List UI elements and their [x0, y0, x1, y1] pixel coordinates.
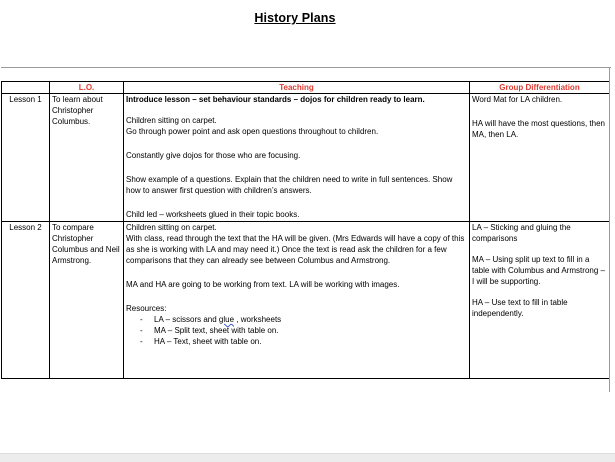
resource-item: - LA – scissors and glue , worksheets	[140, 314, 467, 325]
lesson-2-row	[2, 222, 610, 379]
lesson-1-teaching-text: Children sitting on carpet.	[126, 116, 217, 125]
lesson-1-teaching-text: Child led – worksheets glued in their topic books.	[126, 210, 300, 219]
lesson-2-group	[470, 222, 610, 379]
spellcheck-word: glue	[218, 315, 235, 324]
lesson-1-row	[2, 94, 610, 222]
resources-list	[126, 314, 467, 347]
lesson-1-teaching-text: Constantly give dojos for those who are focusing.	[126, 151, 301, 160]
lesson-2-teaching-text: Children sitting on carpet.	[126, 223, 217, 232]
lesson-1-teaching	[124, 94, 470, 222]
header-row	[2, 82, 610, 94]
header-lesson	[2, 82, 50, 94]
lesson-2-teaching-text: With class, read through the text that the HA will be given. (Mrs Edwards will have a copy of this as she is working with LA and may need it.) Once the text is read ask the children for a few comparisons that they can already see between Columbus and Armstrong.	[126, 234, 465, 265]
page-title: History Plans	[254, 11, 336, 25]
header-teaching: Teaching	[124, 82, 470, 94]
lesson-2-group-text: MA – Using split up text to fill in a table with Columbus and Armstrong – I will be supporting.	[472, 255, 605, 286]
resource-item: - HA – Text, sheet with table on.	[140, 336, 467, 347]
lesson-1-teaching-text: Show example of a questions. Explain that the children need to write in full sentences. Show how to answer first question with children’s answers.	[126, 175, 453, 195]
page-edge	[609, 67, 610, 392]
lesson-1-objective: To learn about Christopher Columbus.	[50, 94, 124, 222]
header-lo: L.O.	[50, 82, 124, 94]
lesson-2-teaching-text: MA and HA are going to be working from text. LA will be working with images.	[126, 280, 400, 289]
lesson-1-group	[470, 94, 610, 222]
lesson-1-label: Lesson 1	[2, 94, 50, 222]
header-group-differentiation: Group Differentiation	[470, 82, 610, 94]
resource-item: - MA – Split text, sheet with table on.	[140, 325, 467, 336]
lesson-plan-table	[1, 81, 610, 379]
lesson-2-group-text: HA – Use text to fill in table independently.	[472, 298, 568, 318]
lesson-2-label: Lesson 2	[2, 222, 50, 379]
table-frame	[1, 67, 611, 391]
lesson-1-group-text: HA will have the most questions, then MA, then LA.	[472, 119, 605, 139]
lesson-2-group-text: LA – Sticking and gluing the comparisons	[472, 223, 571, 243]
lesson-2-objective: To compare Christopher Columbus and Neil Armstrong.	[50, 222, 124, 379]
lesson-1-group-text: Word Mat for LA children.	[472, 95, 563, 104]
resources-label: Resources:	[126, 304, 167, 313]
lesson-1-intro: Introduce lesson – set behaviour standards – dojos for children ready to learn.	[126, 95, 425, 104]
lesson-1-teaching-text: Go through power point and ask open questions throughout to children.	[126, 127, 379, 136]
lesson-2-teaching	[124, 222, 470, 379]
